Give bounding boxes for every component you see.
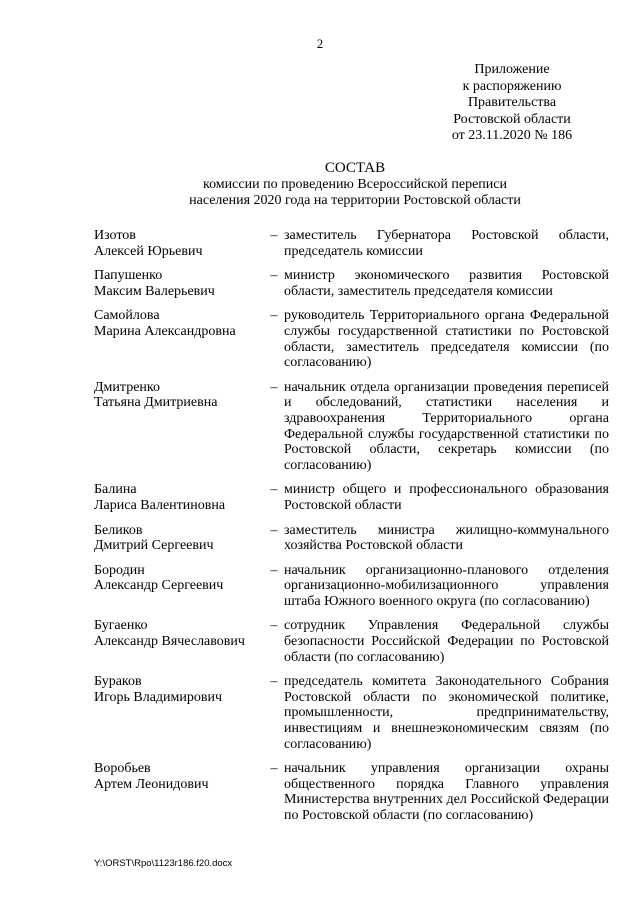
commission-members-list: [94, 228, 614, 824]
member-dash: –: [270, 562, 278, 578]
member-name: [94, 308, 264, 339]
member-surname: Беликов: [94, 522, 143, 538]
member-name: [94, 563, 264, 594]
member-surname: Дмитренко: [94, 379, 160, 395]
appendix-header: [420, 62, 604, 145]
member-name: [94, 523, 264, 554]
member-surname: Балина: [94, 482, 137, 498]
member-entry: [94, 761, 614, 823]
member-surname: Бородин: [94, 562, 145, 578]
member-dash: –: [270, 268, 278, 284]
member-entry: [94, 523, 614, 554]
member-name: [94, 761, 264, 792]
member-role: начальник отдела организации проведения переписей и обследований, статистики населения и здравоохранения Территориального органа Федеральной службы государственной статистики по Ростовской области, секретарь комиссии (по согласованию): [284, 379, 609, 473]
member-given-names: Максим Валерьевич: [94, 283, 215, 299]
file-path-footer: Y:\ORST\Rpo\1123r186.f20.docx: [94, 858, 233, 869]
member-given-names: Дмитрий Сергеевич: [94, 538, 214, 554]
member-entry: [94, 674, 614, 752]
member-name: [94, 482, 264, 513]
member-dash: –: [270, 308, 278, 324]
member-given-names: Алексей Юрьевич: [94, 243, 203, 259]
member-given-names: Артем Леонидович: [94, 776, 209, 792]
member-given-names: Лариса Валентиновна: [94, 497, 226, 513]
appendix-line: от 23.11.2020 № 186: [451, 128, 573, 143]
appendix-line: Ростовской области: [453, 111, 571, 127]
member-dash: –: [270, 228, 278, 243]
member-dash: –: [270, 674, 278, 690]
member-surname: Бугаенко: [94, 618, 148, 634]
member-surname: Папушенко: [94, 268, 163, 284]
member-entry: [94, 482, 614, 513]
member-given-names: Татьяна Дмитриевна: [94, 395, 218, 411]
member-dash: –: [270, 379, 278, 395]
member-dash: –: [270, 618, 278, 634]
member-surname: Бураков: [94, 674, 142, 690]
member-role: начальник управления организации охраны общественного порядка Главного управления Министерства внутренних дел Российской Федерации по Ростовской области (по согласованию): [284, 761, 609, 823]
member-name: [94, 380, 264, 411]
member-name: [94, 228, 264, 259]
appendix-line: к распоряжению: [462, 78, 562, 94]
document-title: [90, 160, 620, 210]
page-number: 2: [316, 36, 324, 51]
member-entry: [94, 618, 614, 665]
member-surname: Воробьев: [94, 761, 151, 777]
member-role: руководитель Территориального органа Федеральной службы государственной статистики по Ростовской области, заместитель председателя комиссии (по согласованию): [284, 308, 609, 371]
member-name: [94, 268, 264, 299]
member-entry: [94, 228, 614, 259]
member-given-names: Александр Вячеславович: [94, 634, 245, 650]
member-given-names: Александр Сергеевич: [94, 578, 224, 594]
member-name: [94, 618, 264, 649]
member-surname: Самойлова: [94, 308, 160, 324]
member-name: [94, 674, 264, 705]
member-entry: [94, 268, 614, 299]
member-dash: –: [270, 522, 278, 538]
member-entry: [94, 380, 614, 474]
title-subtitle-line: населения 2020 года на территории Ростовской области: [189, 193, 521, 208]
title-main: СОСТАВ: [324, 160, 386, 176]
appendix-line: Правительства: [467, 95, 557, 110]
member-dash: –: [270, 482, 278, 498]
member-role: министр общего и профессионального образования Ростовской области: [284, 482, 609, 513]
title-subtitle-line: комиссии по проведению Всероссийской переписи: [202, 176, 507, 192]
appendix-line: Приложение: [474, 62, 550, 77]
member-dash: –: [270, 761, 278, 777]
member-role: заместитель Губернатора Ростовской области, председатель комиссии: [284, 228, 609, 259]
member-given-names: Марина Александровна: [94, 323, 236, 339]
member-role: заместитель министра жилищно-коммунального хозяйства Ростовской области: [284, 522, 609, 554]
member-role: сотрудник Управления Федеральной службы безопасности Российской Федерации по Ростовской области (по согласованию): [284, 618, 609, 665]
member-role: министр экономического развития Ростовской области, заместитель председателя комиссии: [284, 268, 609, 299]
member-given-names: Игорь Владимирович: [94, 689, 223, 705]
member-role: начальник организационно-планового отделения организационно-мобилизационного управления штаба Южного военного округа (по согласованию): [284, 562, 609, 609]
member-surname: Изотов: [94, 228, 136, 243]
member-entry: [94, 563, 614, 610]
member-entry: [94, 308, 614, 370]
member-role: председатель комитета Законодательного Собрания Ростовской области по экономической политике, промышленности, предпринимательству, инвестициям и внешнеэкономическим связям (по согласованию): [284, 674, 609, 752]
